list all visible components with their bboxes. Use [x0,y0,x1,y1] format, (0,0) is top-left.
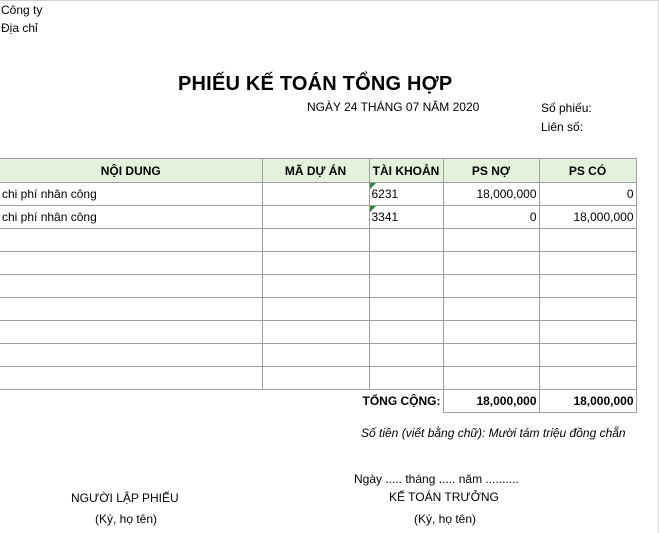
table-row [0,229,636,252]
cell-content[interactable] [0,252,262,275]
table-row [0,252,636,275]
cell-credit[interactable] [539,321,636,344]
cell-debit[interactable]: 0 [443,206,539,229]
column-header-debit[interactable]: PS NỢ [443,159,539,183]
voucher-number-label: Số phiếu: [541,101,592,115]
journal-table [0,158,637,413]
cell-content[interactable] [0,298,262,321]
cell-project[interactable] [262,229,369,252]
column-header-content[interactable]: NỘI DUNG [0,159,262,183]
cell-account[interactable] [369,252,443,275]
cell-account[interactable] [369,183,443,206]
cell-credit[interactable] [539,344,636,367]
company-label: Công ty [1,3,43,17]
cell-account[interactable] [369,344,443,367]
cell-project[interactable] [262,275,369,298]
table-row [0,321,636,344]
column-header-account[interactable]: TÀI KHOẢN [369,159,443,183]
total-label: TỔNG CỘNG: [362,394,441,409]
table-row [0,367,636,390]
cell-debit[interactable] [443,321,539,344]
table-row [0,344,636,367]
table-row [0,183,636,206]
cell-account[interactable] [369,229,443,252]
copy-number-label: Liên số: [541,120,584,134]
page-title: PHIẾU KẾ TOÁN TỔNG HỢP [178,73,453,95]
column-header-credit[interactable]: PS CÓ [539,159,636,183]
cell-account-value: 6231 [371,187,399,201]
cell-content[interactable] [0,321,262,344]
cell-debit[interactable] [443,344,539,367]
cell-credit[interactable] [539,252,636,275]
signature-date-line: Ngày ..... tháng ..... năm .......... [354,472,519,486]
preparer-title: NGƯỜI LẬP PHIẾU [71,491,179,505]
table-header-row [0,159,636,183]
cell-project[interactable] [262,321,369,344]
total-credit[interactable]: 18,000,000 [539,390,636,413]
cell-project[interactable] [262,183,369,206]
cell-credit[interactable] [539,298,636,321]
column-header-project[interactable]: MÃ DỰ ÁN [262,159,369,183]
cell-content[interactable]: chi phí nhân công [0,183,262,206]
table-row [0,206,636,229]
address-label: Địa chỉ [1,21,38,35]
cell-project[interactable] [262,206,369,229]
cell-credit[interactable] [539,367,636,390]
amount-in-words: Số tiền (viết bằng chữ): Mười tám triệu đồng chẵn [361,426,626,440]
cell-account[interactable] [369,367,443,390]
cell-project[interactable] [262,252,369,275]
total-debit[interactable]: 18,000,000 [443,390,539,413]
cell-debit[interactable]: 18,000,000 [443,183,539,206]
cell-content[interactable] [0,367,262,390]
cell-debit[interactable] [443,367,539,390]
cell-debit[interactable] [443,275,539,298]
chief-accountant-sign-note: (Ký, họ tên) [414,512,477,526]
cell-content[interactable] [0,275,262,298]
cell-debit[interactable] [443,252,539,275]
table-row [0,275,636,298]
total-row [0,390,636,413]
cell-project[interactable] [262,367,369,390]
comment-marker-icon [370,206,376,212]
cell-content[interactable] [0,344,262,367]
cell-credit[interactable]: 0 [539,183,636,206]
cell-credit[interactable] [539,229,636,252]
cell-project[interactable] [262,344,369,367]
cell-account[interactable] [369,321,443,344]
top-border [0,0,659,1]
cell-account-value: 3341 [371,210,399,224]
chief-accountant-title: KẾ TOÁN TRƯỞNG [389,490,499,504]
cell-account[interactable] [369,298,443,321]
cell-content[interactable] [0,229,262,252]
cell-debit[interactable] [443,229,539,252]
cell-credit[interactable]: 18,000,000 [539,206,636,229]
voucher-date: NGÀY 24 THÁNG 07 NĂM 2020 [307,100,480,114]
cell-content[interactable]: chi phí nhân công [0,206,262,229]
cell-credit[interactable] [539,275,636,298]
cell-debit[interactable] [443,298,539,321]
table-row [0,298,636,321]
comment-marker-icon [370,183,376,189]
cell-project[interactable] [262,298,369,321]
cell-account[interactable] [369,206,443,229]
total-spacer [0,390,262,413]
preparer-sign-note: (Ký, họ tên) [95,512,158,526]
cell-account[interactable] [369,275,443,298]
